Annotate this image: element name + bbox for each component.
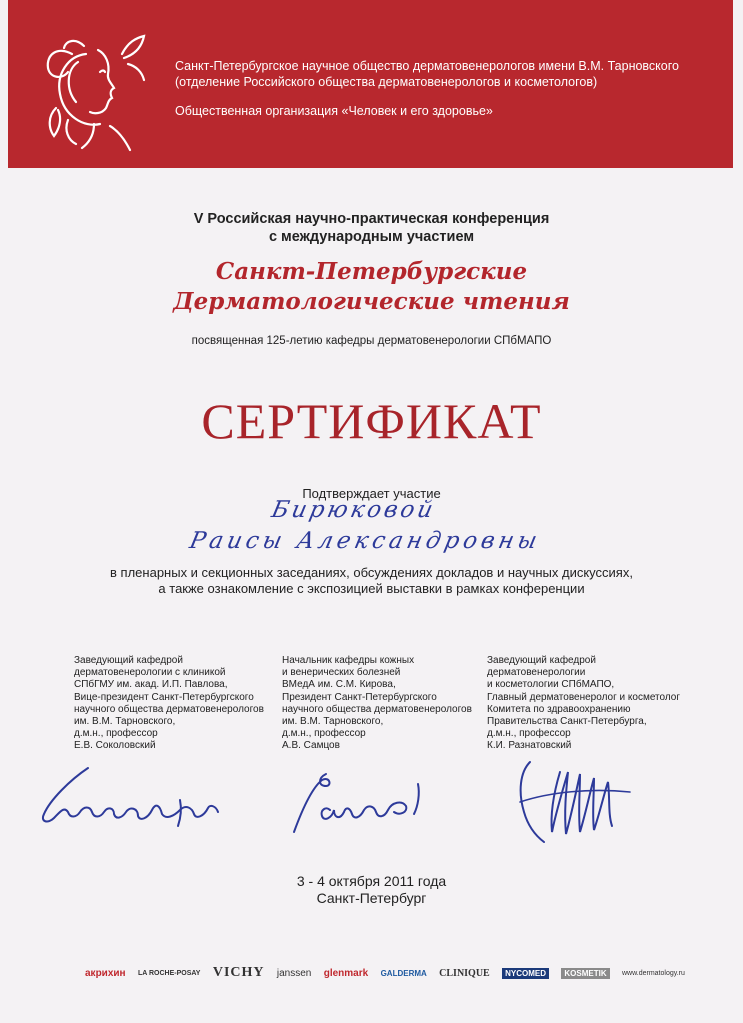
signature-samtsov — [282, 760, 452, 850]
sponsor-dermatology-ru: www.dermatology.ru — [621, 969, 685, 977]
sponsor-la-roche-posay: LA ROCHE-POSAY — [137, 969, 201, 977]
signatory-sokolovsky: Заведующий кафедрой дерматовенерологии с клиникой СПбГМУ им. акад. И.П. Павлова, Вице-президент Санкт-Петербургского научного общества дерматовенерологов им. В.М. Тарновского, д.м.н., профессор Е.В. Соколовский — [74, 655, 264, 752]
conference-title-line-1: Санкт-Петербургские — [215, 258, 528, 285]
signatory-samtsov: Начальник кафедры кожных и венерических болезней ВМедА им. С.М. Кирова, Президент Санкт-Петербургского научного общества дерматовенерологов им. В.М. Тарновского, д.м.н., профессор А.В. Самцов — [282, 655, 472, 752]
certificate-body-line-1: в пленарных и секционных заседаниях, обсуждениях докладов и научных дискуссиях, — [110, 565, 633, 580]
conference-line-1: V Российская научно-практическая конференция — [193, 211, 550, 227]
sponsor-nycomed: NYCOMED — [502, 968, 549, 979]
signature-sokolovsky — [30, 760, 240, 840]
event-city: Санкт-Петербург — [316, 890, 427, 906]
event-date: 3 - 4 октября 2011 года — [296, 873, 447, 889]
certificate-heading: СЕРТИФИКАТ — [201, 393, 542, 449]
sponsor-galderma: GALDERMA — [380, 968, 427, 978]
certificate-body-line-2: а также ознакомление с экспозицией выставки в рамках конференции — [158, 581, 585, 596]
header-banner — [8, 0, 733, 168]
participant-surname-handwritten: Бирюковой — [269, 497, 439, 523]
sponsor-akrikhin: акрихин — [85, 967, 126, 979]
sponsor-glenmark: glenmark — [323, 967, 369, 979]
signatory-raznatovsky: Заведующий кафедрой дерматовенерологии и косметологии СПбМАПО, Главный дерматовенеролог и косметолог Комитета по здравоохранению Правительства Санкт-Петербурга, д.м.н., профессор К.И. Разнатовский — [487, 655, 681, 752]
conference-line-2: с международным участием — [268, 229, 475, 245]
woman-profile-logo-icon — [38, 24, 150, 152]
conference-dedication: посвященная 125-летию кафедры дерматовенерологии СПбМАПО — [191, 335, 552, 347]
sponsor-clinique: CLINIQUE — [439, 967, 490, 979]
signature-raznatovsky — [490, 742, 650, 852]
confirms-participation-label: Подтверждает участие — [302, 486, 441, 501]
sponsor-janssen: janssen — [276, 967, 312, 979]
participant-name-handwritten: Раисы Александровны — [187, 528, 544, 554]
sponsor-logos — [85, 962, 685, 984]
sponsor-vichy: VICHY — [212, 965, 265, 980]
public-organization-name: Общественная организация «Человек и его здоровье» — [175, 104, 493, 118]
organization-name: Санкт-Петербургское научное общество дерматовенерологов имени В.М. Тарновского (отделение Российского общества дерматовенерологов и косметологов) — [175, 59, 679, 89]
conference-title-line-2: Дерматологические чтения — [173, 288, 570, 315]
sponsor-kosmetik: KOSMETIK — [561, 968, 609, 979]
